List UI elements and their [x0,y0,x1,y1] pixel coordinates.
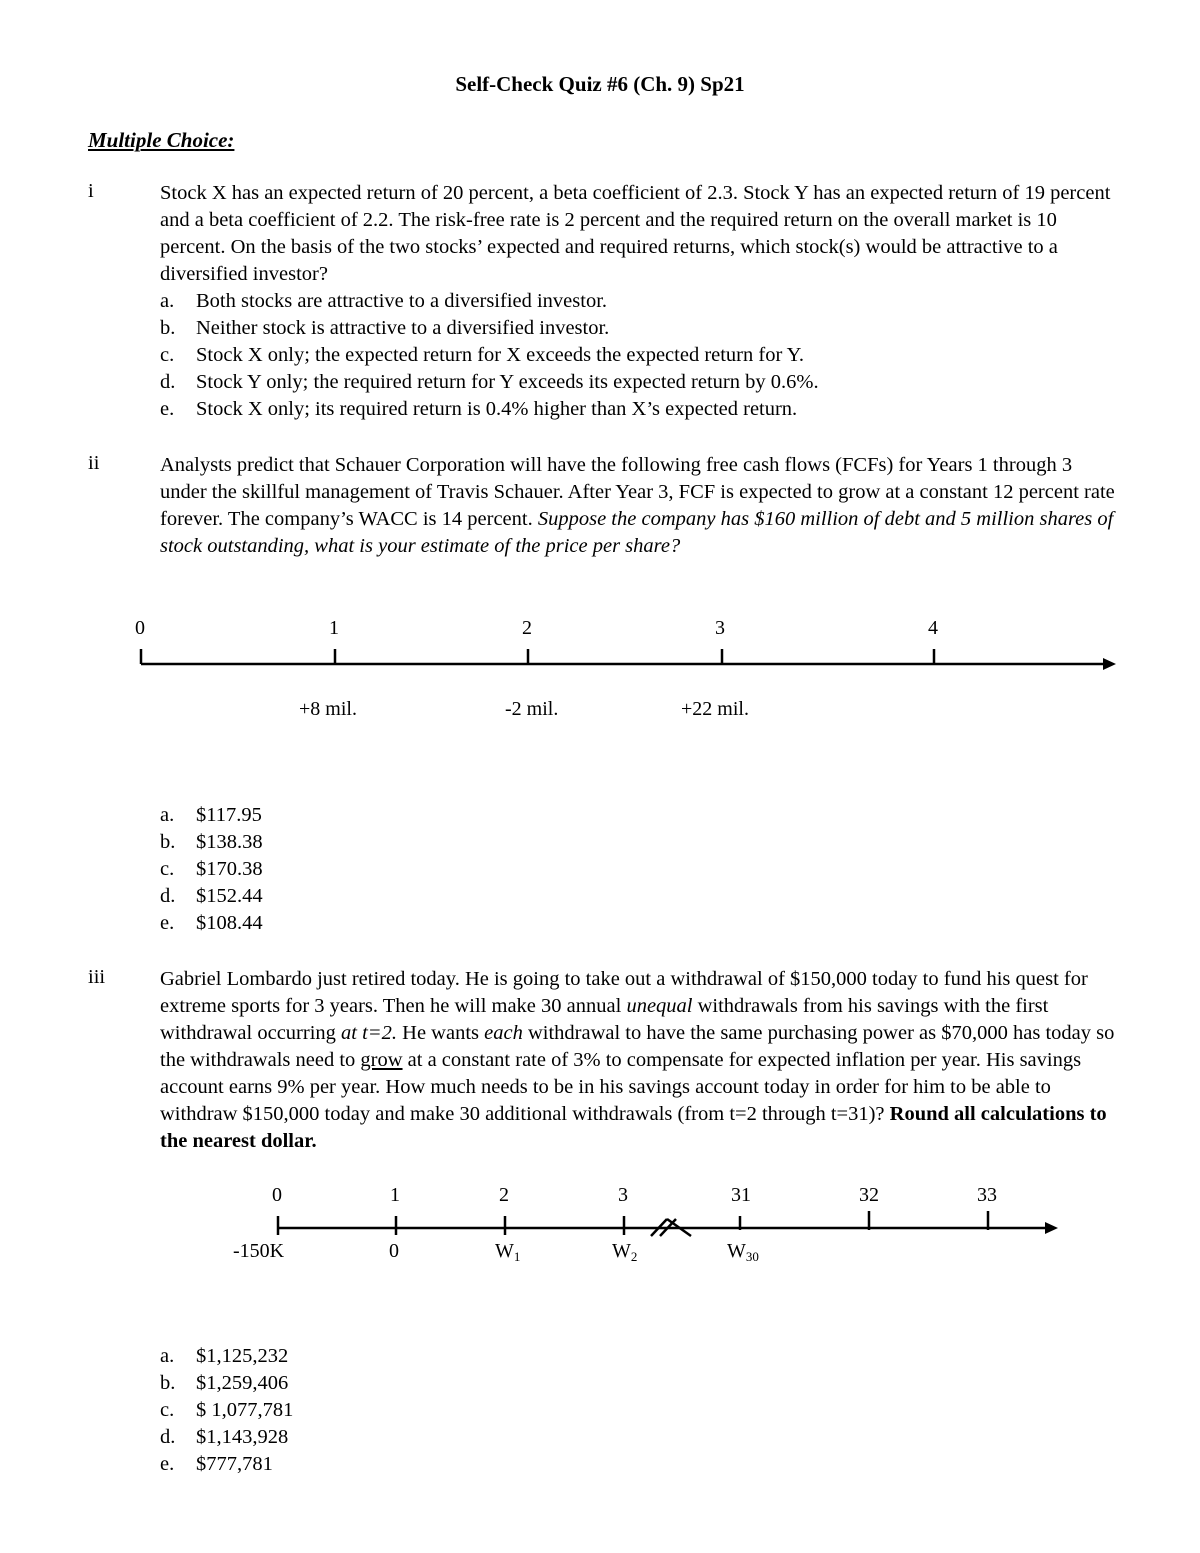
withdrawal-timeline [0,1175,1200,1270]
question-number: iii [88,966,106,988]
timeline-tick-label: 31 [731,1184,751,1206]
timeline-tick-label: 3 [715,617,725,639]
option-item[interactable]: d. $152.44 [160,885,263,907]
option-item[interactable]: e. Stock X only; its required return is 0.4% higher than X’s expected return. [160,398,798,420]
timeline-tick-label: 1 [329,617,339,639]
option-item[interactable]: b. Neither stock is attractive to a diversified investor. [160,317,610,339]
section-heading: Multiple Choice: [88,128,235,152]
option-list [160,288,819,423]
question-number: i [88,180,94,202]
option-item[interactable]: b. $1,259,406 [160,1372,289,1394]
question-text: Stock X has an expected return of 20 percent, a beta coefficient of 2.3. Stock Y has an expected return of 19 percent and a beta coefficient of 2.2. The risk-free rate is 2 percent and the required return on the overall market is 10 percent. On the basis of the two stocks’ expected and required returns, which stock(s) would be attractive to a diversified investor? [160,182,1111,285]
timeline-tick-label: 0 [272,1184,282,1206]
flow-label: -150K [233,1240,285,1262]
timeline-tick-label: 0 [135,617,145,639]
timeline-tick-label: 33 [977,1184,997,1206]
timeline-arrowhead [1103,658,1116,670]
cash-flow-timeline [0,605,1200,730]
cash-flow-label: -2 mil. [505,698,559,720]
flow-label: 0 [389,1240,399,1262]
option-item[interactable]: d. Stock Y only; the required return for Y exceeds its expected return by 0.6%. [160,371,819,393]
option-list [160,1343,293,1478]
timeline-tick-label: 2 [522,617,532,639]
timeline-tick-label: 2 [499,1184,509,1206]
option-list [160,802,263,937]
question-text: Analysts predict that Schauer Corporation will have the following free cash flows (FCFs) for Years 1 through 3 under the skillful management of Travis Schauer. After Year 3, FCF is expected to grow at a constant 12 percent rate forever. The company’s WACC is 14 percent. Suppose the company has $160 million of debt and 5 million shares of stock outstanding, what is your estimate of the price per share? [160,454,1115,557]
page-title: Self-Check Quiz #6 (Ch. 9) Sp21 [455,72,745,96]
option-item[interactable]: e. $108.44 [160,912,263,934]
option-item[interactable]: d. $1,143,928 [160,1426,289,1448]
flow-label: $W_2$ [612,1240,638,1264]
option-item[interactable]: a. Both stocks are attractive to a diversified investor. [160,290,608,312]
timeline-tick-label: 1 [390,1184,400,1206]
question-text-italic: Suppose the company has $160 million of debt and 5 million shares of stock outstanding, what is your estimate of the price per share? [160,508,1114,557]
option-item[interactable]: a. $1,125,232 [160,1345,289,1367]
timeline-arrowhead [1045,1222,1058,1234]
option-item[interactable]: c. $ 1,077,781 [160,1399,294,1421]
flow-label: $W_1$ [495,1240,521,1264]
option-item[interactable]: a. $117.95 [160,804,262,826]
timeline-tick-label: 3 [618,1184,628,1206]
option-item[interactable]: e. $777,781 [160,1453,273,1475]
timeline-tick-label: 4 [928,617,938,639]
flow-label: $W_{30}$ [727,1240,759,1264]
question-text: Gabriel Lombardo just retired today. He is going to take out a withdrawal of $150,000 today to fund his quest for extreme sports for 3 years. Then he will make 30 annual unequal withdrawals from his savings with the first withdrawal occurring at t=2. He wants each withdrawal to have the same purchasing power as $70,000 has today so the withdrawals need to grow at a constant rate of 3% to compensate for expected inflation per year. His savings account earns 9% per year. How much needs to be in his savings account today in order for him to be able to withdraw $150,000 today and make 30 additional withdrawals (from t=2 through t=31)? Round all calculations to the nearest dollar. [160,968,1115,1152]
rounding-instruction: Round all calculations to the nearest dollar. [160,1103,1107,1152]
cash-flow-label: +22 mil. [681,698,749,720]
question-number: ii [88,452,100,474]
cash-flow-label: +8 mil. [299,698,357,720]
option-item[interactable]: c. $170.38 [160,858,263,880]
option-item[interactable]: c. Stock X only; the expected return for X exceeds the expected return for Y. [160,344,804,366]
timeline-tick-label: 32 [859,1184,879,1206]
option-item[interactable]: b. $138.38 [160,831,263,853]
